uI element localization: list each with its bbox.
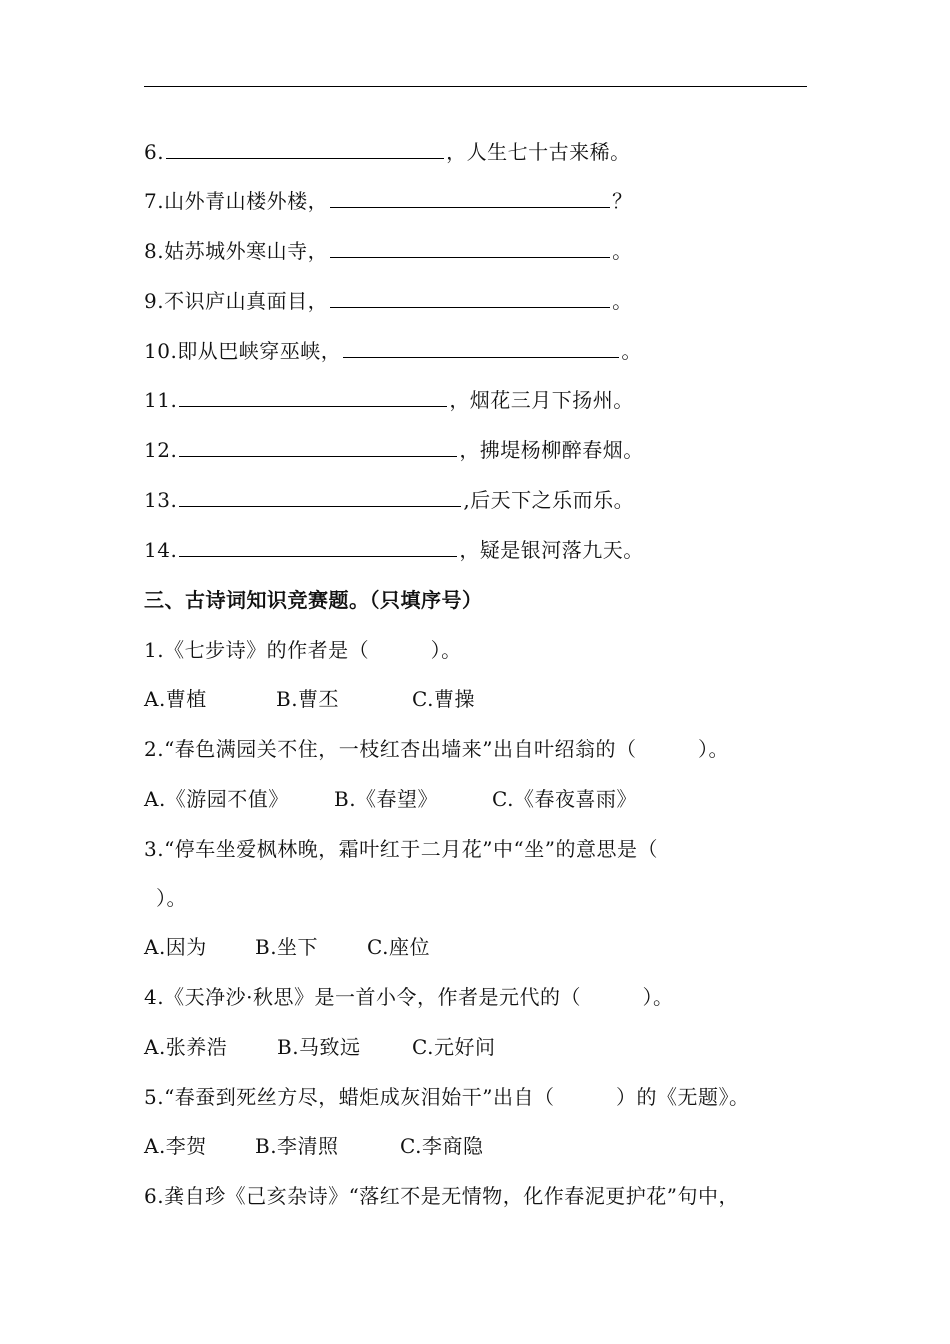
answer-blank[interactable]	[166, 138, 444, 159]
question-6-stem: 6.龚自珍《己亥杂诗》“落红不是无情物，化作春泥更护花”句中，	[144, 1184, 740, 1208]
poem-text: ，疑是银河落九天。	[459, 538, 644, 562]
question-1-options	[144, 684, 475, 714]
item-number: 11.	[144, 388, 178, 412]
option-c[interactable]: C.《春夜喜雨》	[492, 787, 637, 811]
item-number: 9.	[144, 289, 165, 313]
question-5-options	[144, 1131, 483, 1161]
question-3-options	[144, 932, 430, 962]
option-b[interactable]: B.《春望》	[334, 787, 439, 811]
answer-blank[interactable]	[179, 536, 457, 557]
answer-blank[interactable]	[179, 486, 461, 507]
option-c[interactable]: C.元好问	[412, 1035, 496, 1059]
option-b[interactable]: B.马致远	[277, 1035, 361, 1059]
option-b[interactable]: B.坐下	[255, 935, 319, 959]
item-number: 8.	[144, 239, 165, 263]
option-a[interactable]: A.因为	[144, 935, 207, 959]
poem-text: ？	[612, 189, 633, 213]
blank-line-12	[144, 435, 644, 465]
option-b[interactable]: B.李清照	[255, 1134, 339, 1158]
blank-line-10	[144, 336, 642, 366]
poem-text: 。	[612, 239, 633, 263]
question-4-stem: 4.《天净沙·秋思》是一首小令，作者是元代的（ ）。	[144, 985, 674, 1009]
item-number: 14.	[144, 538, 178, 562]
poem-text: ，烟花三月下扬州。	[449, 388, 634, 412]
blank-line-14	[144, 535, 644, 565]
poem-text: 山外青山楼外楼，	[164, 189, 329, 213]
blank-line-8	[144, 236, 633, 266]
item-number: 6.	[144, 140, 165, 164]
poem-text: ，拂堤杨柳醉春烟。	[459, 438, 644, 462]
option-c[interactable]: C.曹操	[412, 687, 475, 711]
item-number: 13.	[144, 488, 178, 512]
question-5-stem: 5.“春蚕到死丝方尽，蜡炬成灰泪始干”出自（ ）的《无题》。	[144, 1085, 750, 1109]
option-a[interactable]: A.张养浩	[144, 1035, 228, 1059]
answer-blank[interactable]	[179, 386, 447, 407]
blank-line-7	[144, 186, 633, 216]
answer-blank[interactable]	[330, 287, 610, 308]
question-3-stem: 3.“停车坐爱枫林晚，霜叶红于二月花”中“坐”的意思是（	[144, 837, 658, 861]
question-1-stem: 1.《七步诗》的作者是（ ）。	[144, 638, 462, 662]
section-title: 三、古诗词知识竞赛题。（只填序号）	[144, 588, 483, 612]
option-a[interactable]: A.《游园不值》	[144, 787, 289, 811]
question-3-stem-continued: ）。	[156, 886, 187, 910]
item-number: 12.	[144, 438, 178, 462]
option-b[interactable]: B.曹丕	[276, 687, 340, 711]
answer-blank[interactable]	[330, 237, 610, 258]
poem-text: 姑苏城外寒山寺，	[164, 239, 329, 263]
option-a[interactable]: A.曹植	[144, 687, 207, 711]
answer-blank[interactable]	[179, 436, 457, 457]
question-4-options	[144, 1032, 495, 1062]
poem-text: 。	[621, 339, 642, 363]
option-a[interactable]: A.李贺	[144, 1134, 207, 1158]
answer-blank[interactable]	[343, 337, 619, 358]
question-2-stem: 2.“春色满园关不住，一枝红杏出墙来”出自叶绍翁的（ ）。	[144, 737, 730, 761]
blank-line-9	[144, 286, 633, 316]
option-c[interactable]: C.座位	[367, 935, 430, 959]
blank-line-6	[144, 137, 631, 167]
header-rule	[144, 86, 807, 87]
item-number: 7.	[144, 189, 165, 213]
blank-line-11	[144, 385, 634, 415]
poem-text: ,后天下之乐而乐。	[463, 488, 635, 512]
option-c[interactable]: C.李商隐	[400, 1134, 484, 1158]
poem-text: ，人生七十古来稀。	[446, 140, 631, 164]
poem-text: 不识庐山真面目，	[164, 289, 329, 313]
blank-line-13	[144, 485, 634, 515]
poem-text: 即从巴峡穿巫峡，	[177, 339, 342, 363]
question-2-options	[144, 784, 637, 814]
item-number: 10.	[144, 339, 178, 363]
answer-blank[interactable]	[330, 187, 610, 208]
poem-text: 。	[612, 289, 633, 313]
